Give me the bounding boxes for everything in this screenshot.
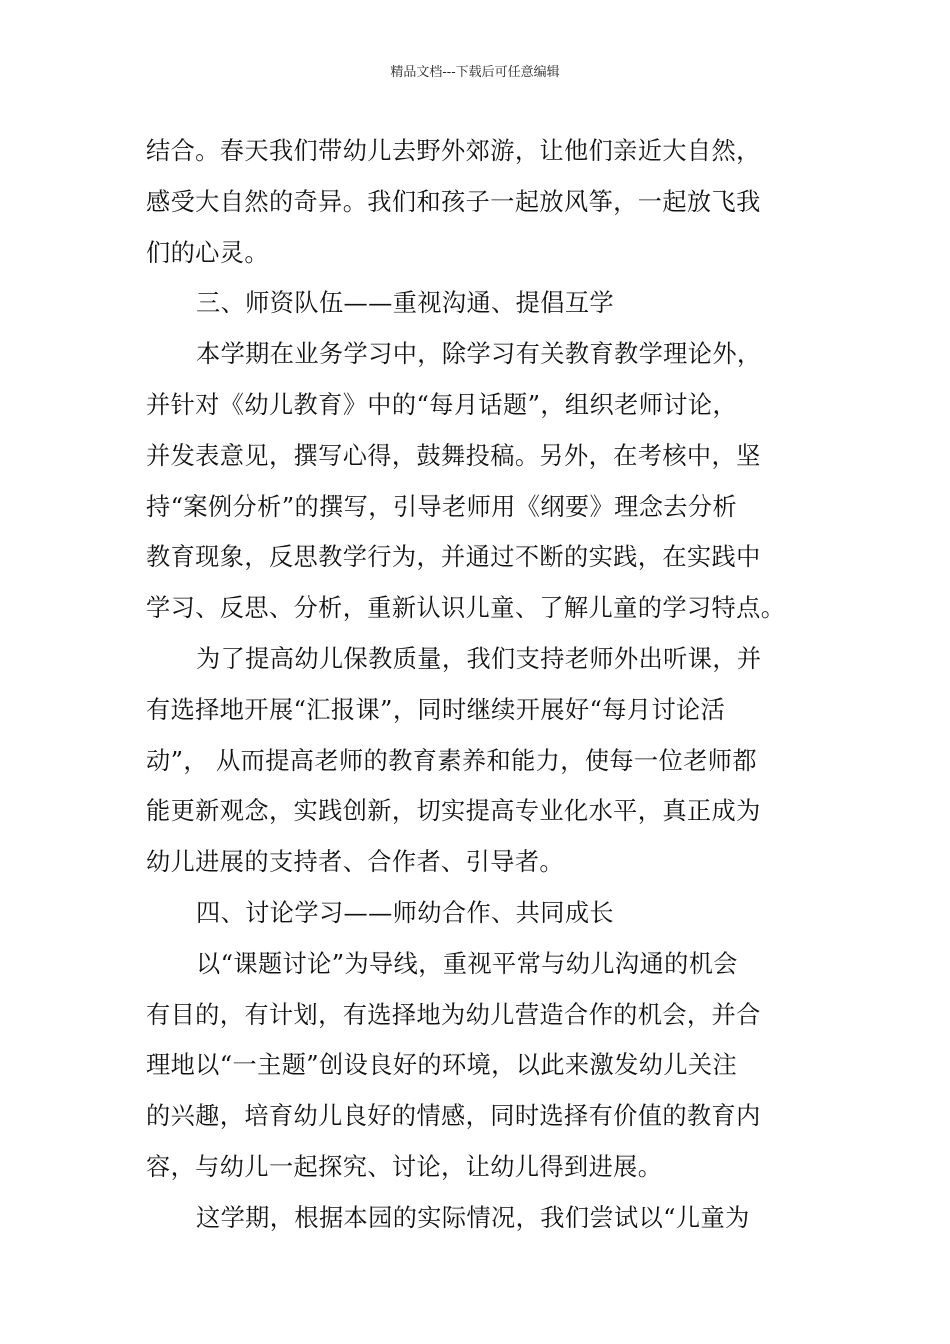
text-line: 有目的，有计划，有选择地为幼儿营造合作的机会，并合 — [146, 1000, 761, 1029]
text-line: 幼儿进展的支持者、合作者、引导者。 — [146, 848, 564, 877]
text-line: 容，与幼儿一起探究、讨论，让幼儿得到进展。 — [146, 1152, 663, 1181]
text-line: 并发表意见，撰写心得，鼓舞投稿。另外，在考核中，坚 — [146, 441, 761, 470]
text-line: 为了提高幼儿保教质量，我们支持老师外出听课，并 — [196, 644, 762, 673]
document-body — [146, 126, 806, 1244]
text-line: 学习、反思、分析，重新认识儿童、了解儿童的学习特点。 — [146, 594, 786, 623]
text-line: 并针对《幼儿教育》中的“每月话题”，组织老师讨论， — [146, 390, 738, 419]
text-line: 三、师资队伍——重视沟通、提倡互学 — [196, 289, 614, 318]
text-line: 能更新观念，实践创新，切实提高专业化水平，真正成为 — [146, 797, 761, 826]
text-line: 理地以“一主题”创设良好的环境，以此来激发幼儿关注 — [146, 1051, 738, 1080]
text-line: 们的心灵。 — [146, 238, 269, 267]
text-line: 以“课题讨论”为导线，重视平常与幼儿沟通的机会 — [196, 949, 738, 978]
text-line: 持“案例分析”的撰写，引导老师用《纲要》理念去分析 — [146, 492, 738, 521]
text-line: 结合。春天我们带幼儿去野外郊游，让他们亲近大自然， — [146, 137, 761, 165]
text-line: 这学期，根据本园的实际情况，我们尝试以“儿童为 — [196, 1203, 750, 1232]
text-line: 的兴趣，培育幼儿良好的情感，同时选择有价值的教育内 — [146, 1102, 761, 1131]
text-line: 本学期在业务学习中，除学习有关教育教学理论外， — [196, 340, 762, 369]
text-line: 有选择地开展“汇报课”，同时继续开展好“每月讨论活 — [146, 695, 726, 724]
text-line: 四、讨论学习——师幼合作、共同成长 — [196, 898, 614, 927]
text-line: 动”， 从而提高老师的教育素养和能力，使每一位老师都 — [146, 746, 757, 775]
text-line: 教育现象，反思教学行为，并通过不断的实践，在实践中 — [146, 543, 761, 572]
page-header: 精品文档---下载后可任意编辑 — [390, 65, 560, 80]
text-line: 感受大自然的奇异。我们和孩子一起放风筝，一起放飞我 — [146, 187, 761, 216]
